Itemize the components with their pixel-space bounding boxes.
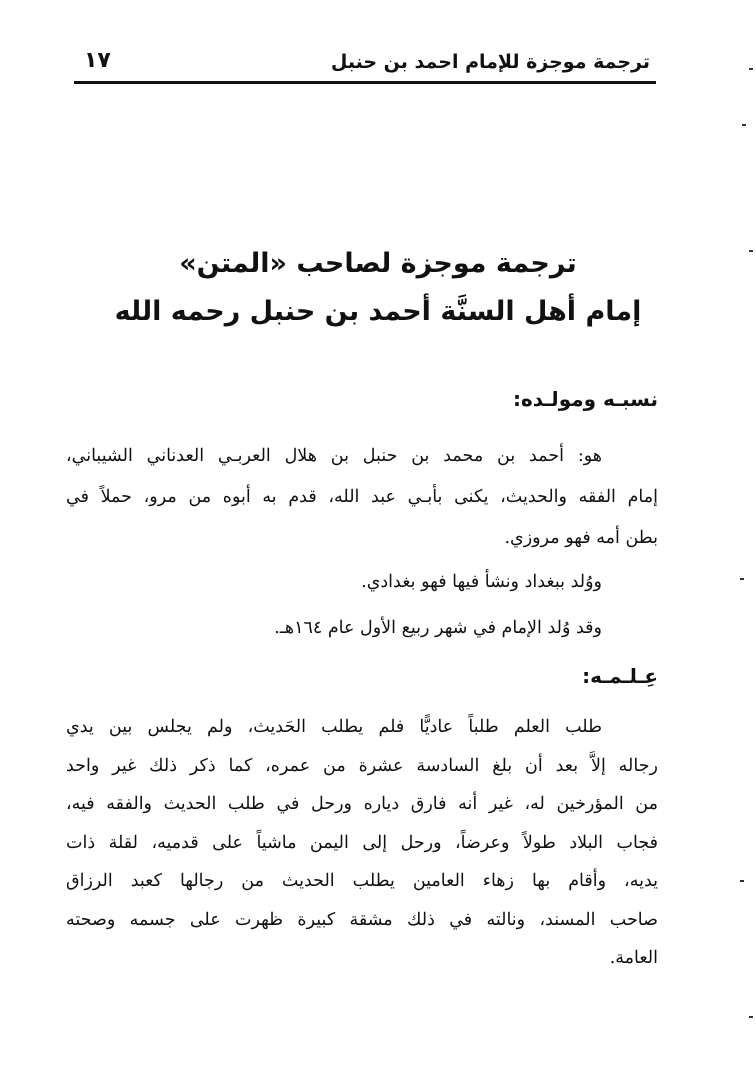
scan-margin-mark	[742, 124, 746, 126]
paragraph-line: يديه، وأقام بها زهاء العامين يطلب الحديث من رجالها كعبد الرزاق	[66, 871, 658, 891]
scan-margin-mark	[740, 880, 744, 882]
paragraph-birthdate	[66, 608, 658, 648]
paragraph-line: فجاب البلاد طولاً وعرضاً، ورحل إلى اليمن ماشياً على قدميه، لقلة ذات	[66, 832, 658, 853]
paragraph-line: وقد وُلد الإمام في شهر ربيع الأول عام ١٦٤هـ.	[274, 618, 602, 638]
chapter-heading-line-2: إمام أهل السنَّة أحمد بن حنبل رحمه الله	[114, 296, 642, 327]
paragraph-line: بطن أمه فهو مروزي.	[504, 528, 658, 548]
header-rule	[74, 81, 656, 84]
scan-margin-mark	[749, 68, 753, 70]
section-label-knowledge: عِـلـمـه:	[582, 664, 658, 688]
paragraph-line: رجاله إلاَّ بعد أن بلغ السادسة عشرة من عمره، كما ذكر ذلك غير واحد	[66, 755, 658, 776]
paragraph-line: إمام الفقه والحديث، يكنى بأبـي عبد الله، قدم به أبوه من مرو، حملاً في	[66, 487, 658, 507]
paragraph-line: هو: أحمد بن محمد بن حنبل بن هلال العربـي العدناني الشيباني،	[66, 446, 602, 466]
paragraph-line: من المؤرخين له، غير أنه فارق دياره ورحل في طلب الحديث والفقه فيه،	[66, 794, 658, 814]
page-number: ١٧	[84, 48, 111, 73]
paragraph-lineage	[66, 436, 658, 559]
paragraph-line: ووُلد ببغداد ونشأ فيها فهو بغدادي.	[361, 572, 602, 592]
section-label-lineage: نسبـه ومولـده:	[512, 387, 658, 411]
chapter-heading-line-1: ترجمة موجزة لصاحب «المتن»	[179, 248, 577, 279]
paragraph-line: صاحب المسند، ونالته في ذلك مشقة كبيرة ظهرت على جسمه وصحته	[66, 909, 658, 930]
paragraph-knowledge	[66, 708, 658, 978]
running-header	[74, 44, 654, 80]
scan-margin-mark	[740, 578, 744, 580]
running-title: ترجمة موجزة للإمام احمد بن حنبل	[330, 51, 650, 73]
scan-margin-mark	[749, 250, 753, 252]
paragraph-birthplace	[66, 562, 658, 602]
scan-margin-mark	[749, 1016, 753, 1018]
paragraph-line: العامة.	[609, 948, 658, 968]
paragraph-line: طلب العلم طلباً عاديًّا فلم يطلب الحَديث، ولم يجلس بين يدي	[66, 717, 602, 737]
chapter-heading	[60, 240, 696, 336]
